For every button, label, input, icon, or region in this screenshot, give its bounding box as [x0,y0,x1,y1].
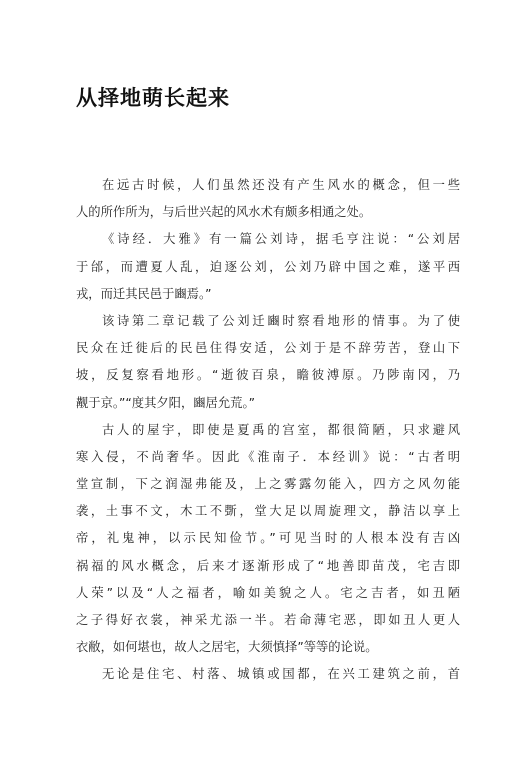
text-line: 《诗经．大雅》有一篇公刘诗，据毛亨注说：“公刘居 [102,232,460,247]
text-line: 祸福的风水概念，后来才逐渐形成了“地善即苗茂，宅吉即 [76,558,460,573]
text-line: 寒入侵，不尚奢华。因此《淮南子．本经训》说：“古者明 [76,449,460,464]
text-line: 古人的屋宇，即使是夏禹的宫室，都很简陋，只求避风 [102,422,460,437]
text-line: 于邰，而遭夏人乱，迫逐公刘，公刘乃辟中国之难，遂平西 [76,259,460,274]
text-line: 衣敝，如何堪也，故人之居宅，大须慎择”等等的论说。 [76,640,378,655]
page-title: 从择地萌长起来 [76,85,230,110]
text-line: 民众在迁徙后的民邑住得安适，公刘于是不辞劳苦，登山下 [76,341,460,356]
text-line: 无论是住宅、村落、城镇或国都，在兴工建筑之前，首 [102,667,460,682]
text-line: 该诗第二章记载了公刘迁豳时察看地形的情事。为了使 [102,313,460,328]
text-line: 戎，而迁其民邑于豳焉。” [76,286,212,301]
text-line: 人荣”以及“人之福者，喻如美貌之人。宅之吉者，如丑陋 [76,585,460,600]
text-line: 袭，土事不文，木工不斲，堂大足以周旋理文，静洁以享上 [76,504,460,519]
text-line: 帝，礼鬼神，以示民知俭节。”可见当时的人根本没有吉凶 [76,531,460,546]
text-line: 之子得好衣裳，神采尤添一半。若命薄宅恶，即如丑人更人 [76,613,460,627]
text-line: 人的所作所为，与后世兴起的风水术有颇多相通之处。 [76,205,372,220]
text-line: 堂宣制，下之润湿弗能及，上之雾露勿能入，四方之风勿能 [76,477,460,492]
body-text [76,172,460,689]
text-line: 在远古时候，人们虽然还没有产生风水的概念，但一些 [102,178,460,192]
text-line: 觏于京。”“度其夕阳，豳居允荒。” [76,395,255,410]
text-line: 坡，反复察看地形。“逝彼百泉，瞻彼溥原。乃陟南冈，乃 [76,368,460,383]
